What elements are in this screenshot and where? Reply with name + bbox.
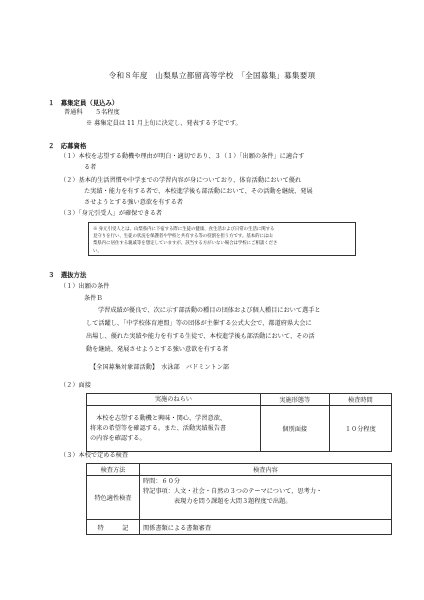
exam-row2-content: 関係書類による書類審査	[140, 520, 392, 535]
school-exam-table	[86, 463, 392, 535]
qualification-2-cont2: させようとする強い意欲を有する者	[84, 199, 183, 206]
application-conditions-heading: （１）出願の条件	[60, 283, 110, 290]
table-row	[87, 476, 392, 520]
exam-row1-line: 特記事項：人文・社会・自然の３つのテーマについて、思考力・	[143, 488, 323, 495]
table-row	[87, 406, 392, 452]
condition-b-line: 出場し、優れた実績や能力を有する生徒で、本校進学後も部活動において、その活	[86, 333, 315, 340]
interview-aim-line: 本校を志望する動機と興味・関心、学習意欲、	[90, 414, 227, 422]
exam-header-content: 検査内容	[140, 464, 392, 476]
interview-header-form: 実施形態等	[260, 394, 329, 406]
capacity-note: ※ 募集定員は 11 月上旬に決定し、発表する予定です。	[86, 120, 242, 127]
qualification-2-cont: た実績・能力を有する者で、本校進学後も部活動において、その活動を継続、発展	[84, 188, 313, 195]
exam-row1-label: 特色適性検査	[87, 476, 140, 520]
interview-time-cell: １０分程度	[329, 406, 391, 452]
page-title: 令和８年度 山梨県立都留高等学校 「全国募集」募集要項	[108, 71, 316, 80]
exam-row1-line: 表現力を問う課題を大問３題程度で出題。	[143, 498, 292, 505]
school-exam-heading: （３）本校で定める検査	[60, 452, 129, 459]
table-row	[87, 464, 392, 476]
table-row	[87, 394, 392, 406]
guarantor-note-box	[88, 222, 356, 256]
guarantor-note-line: い。	[93, 248, 102, 254]
qualification-1: （１）本校を志望する動機や理由が明白・適切であり、３（１）「出願の条件」に適合す	[60, 153, 305, 160]
qualification-1-cont: る者	[84, 164, 97, 171]
course-capacity: 普通科 ５名程度	[64, 109, 120, 116]
guarantor-note-line: 見守りを行い、生徒の状況を保護者や学校と共有する等の役割を担う方です。基本的には山	[93, 234, 273, 240]
interview-aim-cell	[87, 406, 261, 452]
section2-heading: ２ 応募資格	[48, 142, 87, 150]
interview-form-cell: 個別面接	[260, 406, 329, 452]
guarantor-note-line: ※ 身元引受人とは、山梨県内に下宿する際に生徒の健康、食生活および日常の生活に関する	[93, 227, 275, 232]
qualification-3: （３）「身元引受人」が確保できる者	[60, 210, 163, 217]
condition-b-line: 動を継続、発展させようとする強い意欲を有する者	[86, 346, 229, 353]
exam-row2-label: 特 記	[87, 520, 140, 535]
condition-b-label: 条件Ｂ	[84, 295, 103, 302]
interview-aim-line: の内容を確認する。	[90, 434, 146, 442]
exam-header-method: 検査方法	[87, 464, 140, 476]
interview-header-time: 検査時間	[329, 394, 391, 406]
exam-row1-content	[140, 476, 392, 520]
interview-aim-line: 将来の希望等を確認する。また、活動実績報告書	[90, 424, 227, 432]
section1-heading: １ 募集定員（見込み）	[48, 99, 119, 107]
condition-b-line: して活躍し、「中学校体育連盟」等の団体が主催する公式大会で、都道府県大会に	[86, 320, 312, 327]
target-clubs: 【全国募集対象部活動】 水泳部 バドミントン部	[90, 364, 230, 371]
guarantor-note-line: 梨県内に居住する親戚等を想定していますが、該当する方がいない場合は学校にご相談くださ	[93, 241, 278, 247]
section3-heading: ３ 選抜方法	[48, 271, 87, 279]
exam-row1-line: 時間：６０分	[143, 478, 181, 485]
interview-heading: （２）面接	[60, 382, 91, 389]
qualification-2: （２）基本的生活習慣や中学までの学習内容が身についており、体育活動において優れ	[60, 177, 302, 184]
condition-b-line: 学習成績が優良で、次に示す部活動の種目の団体および個人種目において選手と	[98, 307, 321, 314]
table-row	[87, 520, 392, 535]
interview-table	[86, 393, 392, 452]
interview-header-aim: 実施のねらい	[87, 394, 261, 406]
